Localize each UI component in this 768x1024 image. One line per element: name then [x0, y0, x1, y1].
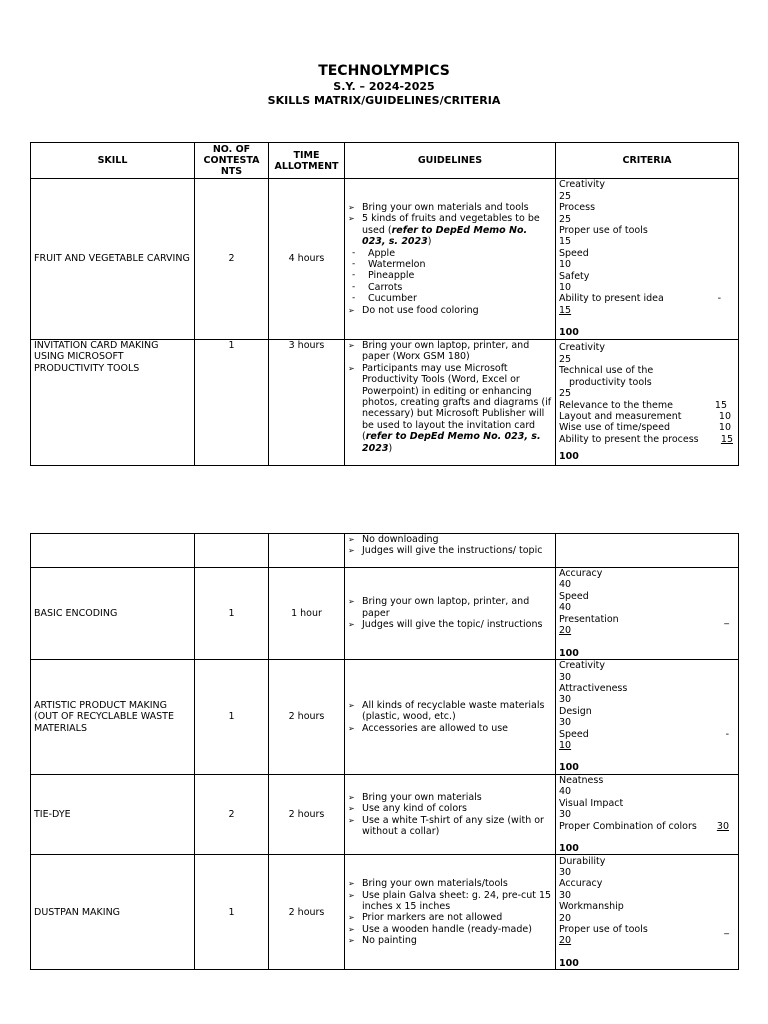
- criterion-label: Ability to present idea: [559, 293, 664, 305]
- criterion-row: [559, 293, 735, 304]
- memo-reference: refer to DepEd Memo No. 023, s. 2023: [362, 431, 541, 454]
- guidelines-cell: [345, 534, 556, 568]
- criterion-points: 30: [559, 809, 572, 821]
- arrow-bullet-icon: ➢: [348, 723, 355, 733]
- document-header: [0, 63, 768, 108]
- guideline-item: ➢ 5 kinds of fruits and vegetables to be used (refer to DepEd Memo No. 023, s. 2023): [348, 213, 540, 248]
- guidelines-cell: [345, 660, 556, 775]
- criterion-row: Presentation _: [559, 613, 729, 625]
- guidelines-cell: [345, 179, 556, 340]
- table-row: [31, 340, 739, 466]
- criterion-points: 10: [559, 259, 572, 271]
- arrow-bullet-icon: ➢: [348, 924, 355, 934]
- contestant-count: 1: [195, 660, 269, 775]
- table-row: [31, 660, 739, 775]
- arrow-bullet-icon: ➢: [348, 341, 355, 350]
- guideline-item: ➢ No painting: [348, 935, 417, 947]
- skill-name: ARTISTIC PRODUCT MAKING (OUT OF RECYCLABLE WASTE MATERIALS: [31, 660, 195, 775]
- criteria-total: 100: [559, 957, 579, 969]
- criterion-label: Accuracy: [559, 878, 603, 890]
- guideline-item: ➢ Bring your own laptop, printer, and paper: [348, 596, 530, 619]
- criterion-points: 10: [559, 282, 572, 294]
- criterion-label: Creativity: [559, 179, 605, 191]
- criterion-points: 30: [559, 867, 572, 879]
- criteria-total: 100: [559, 762, 579, 774]
- criterion-points: 25: [559, 353, 572, 365]
- contestant-count: 1: [195, 340, 269, 466]
- criterion-points: 30: [559, 717, 572, 729]
- criterion-points: 30: [559, 694, 572, 706]
- arrow-bullet-icon: ➢: [348, 792, 355, 802]
- guidelines-cell: [345, 568, 556, 660]
- arrow-bullet-icon: ➢: [348, 305, 355, 315]
- criteria-cell: [556, 775, 739, 855]
- arrow-bullet-icon: ➢: [348, 815, 355, 825]
- skill-name: FRUIT AND VEGETABLE CARVING: [31, 179, 195, 340]
- criterion-label: Creativity: [559, 660, 605, 672]
- empty-cell: [556, 534, 739, 568]
- criterion-points: 10: [559, 740, 572, 752]
- empty-cell: [195, 534, 269, 568]
- fruit-item: - Watermelon: [352, 259, 426, 270]
- dash-icon: -: [352, 293, 356, 304]
- arrow-bullet-icon: ➢: [348, 913, 355, 923]
- column-header-contestants: NO. OF CONTESTA NTS: [195, 143, 269, 179]
- criterion-label: Visual Impact: [559, 797, 624, 809]
- skill-name: TIE-DYE: [31, 775, 195, 855]
- criterion-label: Durability: [559, 855, 606, 867]
- criterion-row: Layout and measurement 10: [559, 410, 731, 422]
- arrow-bullet-icon: ➢: [348, 879, 355, 889]
- guideline-item: ➢ Bring your own materials and tools: [348, 201, 529, 213]
- arrow-bullet-icon: ➢: [348, 700, 355, 710]
- criterion-points: 30: [559, 671, 572, 683]
- criterion-label: Accuracy: [559, 568, 603, 580]
- criterion-label: Speed: [559, 590, 589, 602]
- arrow-bullet-icon: ➢: [348, 936, 355, 946]
- criteria-cell: [556, 568, 739, 660]
- column-header-criteria: CRITERIA: [556, 143, 739, 179]
- criterion-points: 15: [559, 304, 572, 316]
- criterion-mark: -: [717, 293, 721, 305]
- guideline-item: ➢ No downloading: [348, 534, 439, 545]
- table-row: [31, 855, 739, 970]
- document-subtitle: SKILLS MATRIX/GUIDELINES/CRITERIA: [267, 94, 501, 107]
- criterion-points: 15: [559, 236, 572, 248]
- guideline-item: ➢ Judges will give the instructions/ topic: [348, 545, 543, 557]
- criterion-points: 40: [559, 786, 572, 798]
- arrow-bullet-icon: ➢: [348, 202, 355, 212]
- memo-reference: refer to DepEd Memo No. 023, s. 2023: [362, 224, 528, 248]
- guideline-item: ➢ Prior markers are not allowed: [348, 912, 503, 924]
- criterion-row: Speed -: [559, 728, 729, 740]
- arrow-bullet-icon: ➢: [348, 214, 355, 224]
- skills-matrix-table-1: [30, 142, 739, 466]
- dash-icon: -: [352, 270, 356, 281]
- criterion-label: Workmanship: [559, 901, 624, 913]
- arrow-bullet-icon: ➢: [348, 363, 355, 373]
- criteria-total: 100: [559, 647, 579, 659]
- contestant-count: 2: [195, 775, 269, 855]
- contestant-count: 1: [195, 568, 269, 660]
- criterion-points: 25: [559, 190, 572, 202]
- fruit-item: - Apple: [352, 247, 396, 259]
- criterion-row: Relevance to the theme 15: [559, 399, 727, 411]
- guideline-item: ➢ Judges will give the topic/ instructions: [348, 619, 543, 631]
- criterion-label: Creativity: [559, 342, 605, 354]
- criteria-cell: [556, 179, 739, 340]
- criterion-label: Design: [559, 705, 592, 717]
- column-header-guidelines: GUIDELINES: [345, 143, 556, 179]
- criteria-total: 100: [559, 451, 579, 463]
- criterion-label: Neatness: [559, 775, 604, 786]
- criterion-points: 20: [559, 935, 572, 947]
- guideline-item: ➢ Use a white T-shirt of any size (with or without a collar): [348, 814, 544, 838]
- table-row: [31, 568, 739, 660]
- skill-name: BASIC ENCODING: [31, 568, 195, 660]
- time-allotment: 3 hours: [269, 340, 345, 466]
- guideline-item: ➢ Use plain Galva sheet: g. 24, pre-cut 15 inches x 15 inches: [348, 889, 552, 913]
- criteria-cell: [556, 855, 739, 970]
- empty-cell: [31, 534, 195, 568]
- criterion-label: Process: [559, 202, 596, 214]
- criterion-points: 20: [559, 625, 572, 637]
- guideline-item: ➢ Participants may use Microsoft Productivity Tools (Word, Excel or Powerpoint) in editing or enhancing photos, creating grafts and diagrams (if necessary) but Microsoft Publisher will be used to layout the invitation card (refer to DepEd Memo No. 023, s. 2023): [348, 362, 552, 454]
- guideline-item: ➢ Do not use food coloring: [348, 304, 479, 316]
- school-year: S.Y. – 2024-2025: [333, 80, 435, 93]
- table-header-row: [31, 143, 739, 179]
- guideline-item: ➢ Bring your own materials: [348, 791, 482, 803]
- fruit-item: - Pineapple: [352, 270, 415, 282]
- criterion-row: Wise use of time/speed 10: [559, 422, 731, 434]
- arrow-bullet-icon: ➢: [348, 890, 355, 900]
- criterion-label: Proper use of tools: [559, 224, 648, 236]
- guidelines-cell: [345, 775, 556, 855]
- document-title: TECHNOLYMPICS: [318, 63, 450, 79]
- time-allotment: 2 hours: [269, 855, 345, 970]
- criterion-points: 40: [559, 579, 572, 591]
- guidelines-cell: [345, 855, 556, 970]
- guideline-item: ➢ Bring your own materials/tools: [348, 878, 508, 890]
- criterion-label: Attractiveness: [559, 682, 628, 694]
- guideline-item: ➢ All kinds of recyclable waste materials (plastic, wood, etc.): [348, 699, 545, 723]
- time-allotment: 2 hours: [269, 660, 345, 775]
- criterion-points: 30: [559, 889, 572, 901]
- criterion-points: 25: [559, 213, 572, 225]
- criterion-points: 20: [559, 912, 572, 924]
- criterion-label: Safety: [559, 270, 590, 282]
- criterion-points: 25: [559, 388, 572, 400]
- criteria-total: 100: [559, 843, 579, 855]
- column-header-skill: SKILL: [31, 143, 195, 179]
- criterion-label: productivity tools: [569, 376, 652, 388]
- guideline-item: ➢ Bring your own laptop, printer, and paper (Worx GSM 180): [348, 340, 530, 363]
- skills-matrix-table-2: [30, 533, 739, 970]
- fruit-item: - Cucumber: [352, 293, 417, 305]
- contestant-count: 2: [195, 179, 269, 340]
- guidelines-cell: [345, 340, 556, 466]
- criterion-row: Proper Combination of colors 30: [559, 820, 729, 832]
- criterion-label: Technical use of the: [559, 365, 654, 377]
- criteria-cell: [556, 660, 739, 775]
- criterion-row: Proper use of tools _: [559, 924, 729, 936]
- guideline-item: ➢ Use a wooden handle (ready-made): [348, 923, 532, 935]
- dash-icon: -: [352, 281, 356, 292]
- arrow-bullet-icon: ➢: [348, 620, 355, 630]
- table-row: [31, 534, 739, 568]
- dash-icon: -: [352, 247, 356, 258]
- criterion-label: Speed: [559, 247, 589, 259]
- table-row: [31, 775, 739, 855]
- empty-cell: [269, 534, 345, 568]
- arrow-bullet-icon: ➢: [348, 804, 355, 814]
- skill-name: DUSTPAN MAKING: [31, 855, 195, 970]
- guideline-item: ➢ Use any kind of colors: [348, 803, 467, 815]
- column-header-time: TIME ALLOTMENT: [269, 143, 345, 179]
- criteria-cell: [556, 340, 739, 466]
- criterion-row: Ability to present the process 15: [559, 433, 733, 445]
- arrow-bullet-icon: ➢: [348, 597, 355, 607]
- arrow-bullet-icon: ➢: [348, 535, 355, 544]
- criterion-points: 40: [559, 602, 572, 614]
- time-allotment: 2 hours: [269, 775, 345, 855]
- arrow-bullet-icon: ➢: [348, 546, 355, 556]
- time-allotment: 1 hour: [269, 568, 345, 660]
- skill-name: INVITATION CARD MAKING USING MICROSOFT PRODUCTIVITY TOOLS: [31, 340, 195, 466]
- table-row: [31, 179, 739, 340]
- fruit-item: - Carrots: [352, 281, 403, 293]
- dash-icon: -: [352, 259, 356, 269]
- guideline-item: ➢ Accessories are allowed to use: [348, 722, 509, 734]
- contestant-count: 1: [195, 855, 269, 970]
- criteria-total: 100: [559, 327, 579, 339]
- time-allotment: 4 hours: [269, 179, 345, 340]
